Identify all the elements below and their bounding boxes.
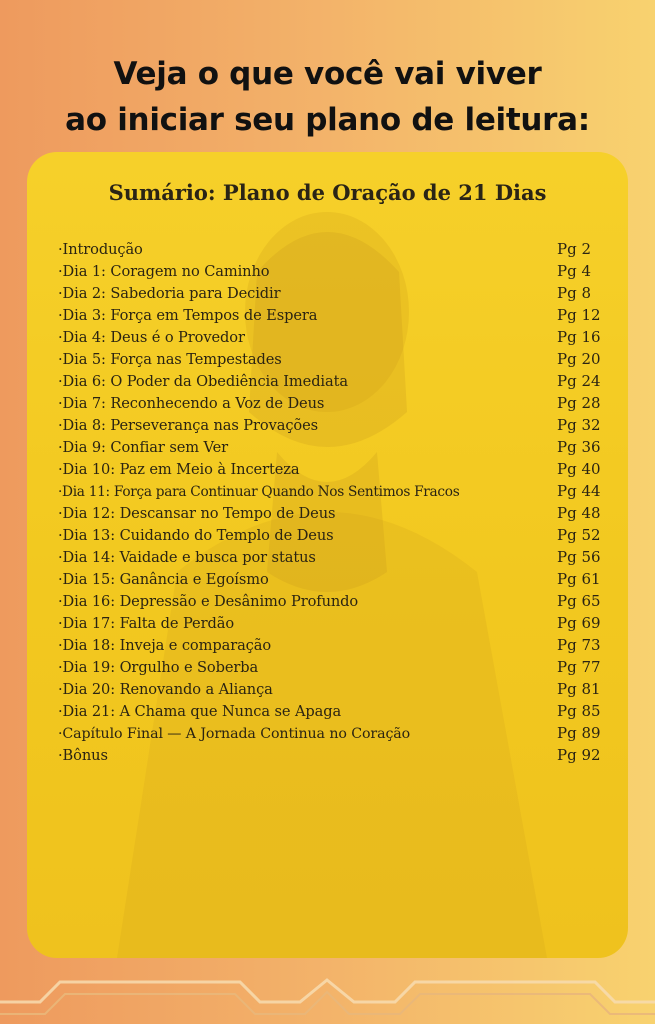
toc-item-page: Pg 8 (557, 284, 592, 302)
toc-item (58, 370, 603, 392)
toc-item (58, 436, 603, 458)
toc-item-title: ·Dia 11: Força para Continuar Quando Nos Sentimos Fracos (58, 484, 460, 500)
toc-item-title: ·Dia 6: O Poder da Obediência Imediata (58, 373, 348, 390)
toc-item-title: ·Dia 5: Força nas Tempestades (58, 351, 282, 368)
headline-line-1: Veja o que você vai viver (113, 55, 542, 92)
toc-item-page: Pg 61 (557, 570, 601, 588)
toc-item-title: ·Dia 4: Deus é o Provedor (58, 329, 245, 346)
toc-item (58, 722, 603, 744)
summary-title: Sumário: Plano de Oração de 21 Dias (108, 180, 547, 205)
toc-item-page: Pg 92 (557, 746, 601, 764)
toc-item-page: Pg 12 (557, 306, 601, 324)
toc-item-page: Pg 32 (557, 416, 601, 434)
toc-item (58, 238, 603, 260)
toc-item-page: Pg 69 (557, 614, 601, 632)
toc-item-title: ·Dia 13: Cuidando do Templo de Deus (58, 527, 334, 544)
toc-item (58, 678, 603, 700)
toc-item-page: Pg 44 (557, 482, 601, 500)
toc-item-page: Pg 20 (557, 350, 601, 368)
toc-item (58, 656, 603, 678)
toc-item-title: ·Dia 14: Vaidade e busca por status (58, 549, 316, 566)
toc-item-title: ·Dia 10: Paz em Meio à Incerteza (58, 461, 300, 478)
toc-item-title: ·Dia 9: Confiar sem Ver (58, 439, 229, 456)
toc-item-page: Pg 28 (557, 394, 601, 412)
toc-item-page: Pg 89 (557, 724, 601, 742)
toc-item (58, 590, 603, 612)
headline-line-2: ao iniciar seu plano de leitura: (65, 101, 590, 138)
toc-item (58, 414, 603, 436)
toc-item-title: ·Dia 8: Perseverança nas Provações (58, 417, 319, 434)
toc-item-page: Pg 65 (557, 592, 601, 610)
toc-item (58, 392, 603, 414)
toc-item-title: ·Dia 1: Coragem no Caminho (58, 263, 270, 280)
toc-item-page: Pg 85 (557, 702, 601, 720)
toc-item-page: Pg 52 (557, 526, 601, 544)
toc-item (58, 260, 603, 282)
toc-item (58, 458, 603, 480)
toc-item-page: Pg 24 (557, 372, 601, 390)
headline (0, 51, 655, 143)
toc-item (58, 282, 603, 304)
toc-item (58, 568, 603, 590)
toc-item-page: Pg 48 (557, 504, 601, 522)
toc-item (58, 634, 603, 656)
toc-item (58, 304, 603, 326)
toc-item-page: Pg 81 (557, 680, 601, 698)
summary-card (27, 152, 628, 958)
toc-item-title: ·Capítulo Final — A Jornada Continua no Coração (58, 726, 411, 742)
toc-item-title: ·Dia 18: Inveja e comparação (58, 637, 272, 654)
toc-item (58, 546, 603, 568)
toc-item-page: Pg 73 (557, 636, 601, 654)
toc-item (58, 524, 603, 546)
toc-item-page: Pg 77 (557, 658, 601, 676)
toc-item-title: ·Dia 12: Descansar no Tempo de Deus (58, 505, 336, 522)
toc-item-title: ·Dia 16: Depressão e Desânimo Profundo (58, 593, 359, 610)
toc-item-title: ·Bônus (58, 747, 108, 764)
toc-item-title: ·Dia 21: A Chama que Nunca se Apaga (58, 703, 342, 720)
toc-item (58, 612, 603, 634)
toc-item-title: ·Dia 2: Sabedoria para Decidir (58, 285, 281, 302)
toc-item-page: Pg 56 (557, 548, 601, 566)
toc-item-title: ·Introdução (58, 241, 143, 258)
toc-item-title: ·Dia 20: Renovando a Aliança (58, 681, 273, 698)
toc-item-title: ·Dia 7: Reconhecendo a Voz de Deus (58, 395, 325, 412)
toc-item (58, 326, 603, 348)
toc-item-page: Pg 4 (557, 262, 592, 280)
toc-item-page: Pg 2 (557, 240, 592, 258)
toc-item-title: ·Dia 3: Força em Tempos de Espera (58, 307, 318, 324)
toc-item (58, 700, 603, 722)
toc-item (58, 480, 603, 502)
table-of-contents (58, 238, 603, 766)
toc-item-page: Pg 36 (557, 438, 601, 456)
toc-item (58, 744, 603, 766)
toc-item-page: Pg 16 (557, 328, 601, 346)
toc-item-title: ·Dia 19: Orgulho e Soberba (58, 659, 259, 676)
toc-item-title: ·Dia 17: Falta de Perdão (58, 615, 235, 632)
toc-item-page: Pg 40 (557, 460, 601, 478)
decorative-frame (0, 972, 655, 1024)
toc-item-title: ·Dia 15: Ganância e Egoísmo (58, 571, 269, 588)
toc-item (58, 348, 603, 370)
toc-item (58, 502, 603, 524)
